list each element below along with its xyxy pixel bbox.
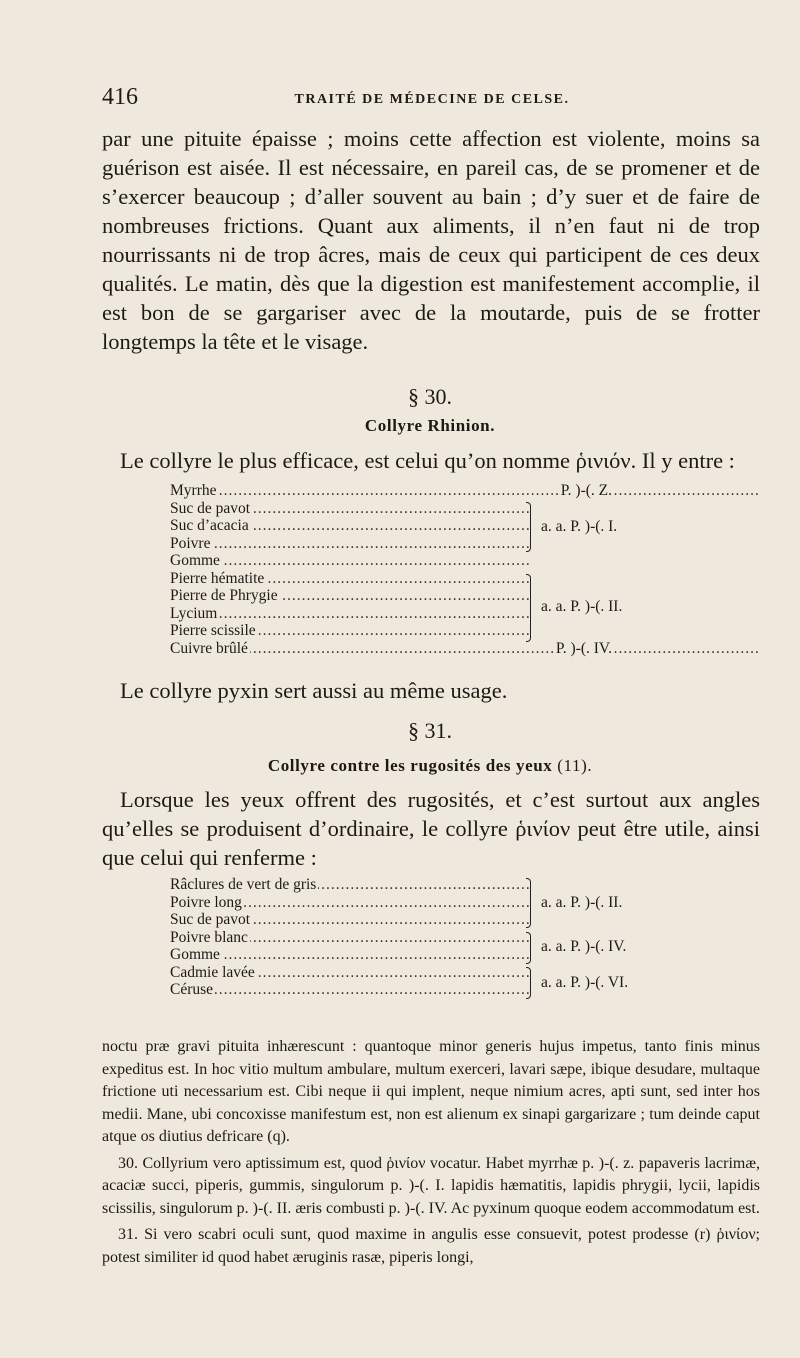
ingredient-suc-acacia: ..... Suc d’acacia [170,517,760,535]
latin-paragraph-31: 31. Si vero scabri oculi sunt, quod maxime in angulis esse consuevit, potest prodesse (r) ῥινίον; potest similiter id quod habet æruginis rasæ, piperis longi, [102,1226,760,1266]
section-30-title: Collyre Rhinion. [364,416,496,435]
latin-text [102,1036,760,1269]
group-1-dose: a. a. P. )-(. II. [541,894,623,911]
ingredient-pierre-hematite: ..... Pierre hématite [170,570,760,588]
latin-paragraph-30: 30. Collyrium vero aptissimum est, quod ῥινίον vocatur. Habet myrrhæ p. )-(. z. papaveris lacrimæ, acaciæ succi, piperis, gummis, singulorum p. )-(. I. lapidis hæmatitis, lapidis phrygii, lycii, lapidis scissilis, singulorum p. )-(. II. æris combusti p. )-(. IV. Ac pyxinum quoque eodem accommodatum est. [102,1154,760,1217]
ingredient-cadmie: ..... Cadmie lavée [170,964,760,982]
ingredient-myrrhe: ..... Myrrhe P. )-(. Z. [170,482,760,500]
section-30-intro: Le collyre le plus efficace, est celui qu’on nomme ῥινιόν. Il y entre : [120,448,735,473]
french-paragraph-1: par une pituite épaisse ; moins cette affection est violente, moins sa guérison est aisée. Il est nécessaire, en pareil cas, de se promener et de s’exercer beaucoup ; d’aller souvent au bain ; d’y suer et de faire de nombreuses frictions. Quant aux aliments, il n’en faut ni de trop nourrissants ni de trop âcres, mais de ceux qui participent de ces deux qualités. Le matin, dès que la digestion est manifestement accomplie, il est bon de se gargariser avec de la moutarde, puis de se frotter longtemps la tête et le visage. [102,126,760,354]
ingredient-poivre-long: ..... Poivre long [170,894,760,912]
ingredient-qty: P. )-(. Z. [558,482,612,500]
section-30-number: § 30. [408,384,452,409]
brace-group-1 [526,878,531,928]
ingredient-poivre: ..... Poivre [170,535,760,553]
running-title: TRAITÉ DE MÉDECINE DE CELSE. [294,92,570,107]
brace-group-1 [526,502,531,552]
ingredient-suc-de-pavot: ..... Suc de pavot [170,911,760,929]
recipe-30 [170,482,760,657]
section-30-after: Le collyre pyxin sert aussi au même usage. [120,678,508,703]
ingredient-ceruse: ..... Céruse [170,981,760,999]
section-31-number: § 31. [408,718,452,743]
ingredient-pierre-phrygie: ..... Pierre de Phrygie [170,587,760,605]
ingredient-qty: P. )-(. IV. [553,640,612,658]
page-header [102,84,762,114]
brace-group-2 [526,932,531,964]
ingredient-gomme: ..... Gomme [170,552,760,570]
section-31-title: Collyre contre les rugosités des yeux (11). [267,756,593,775]
ingredient-poivre-blanc: ..... Poivre blanc [170,929,760,947]
group-2-dose: a. a. P. )-(. IV. [541,938,627,955]
brace-group-2 [526,574,531,642]
ingredient-raclures: ..... Râclures de vert de gris [170,876,760,894]
group-3-dose: a. a. P. )-(. VI. [541,974,629,991]
group-1-dose: a. a. P. )-(. I. [541,518,618,535]
brace-group-3 [526,967,531,999]
ingredient-gomme: ..... Gomme [170,946,760,964]
ingredient-pierre-scissile: ..... Pierre scissile [170,622,760,640]
ingredient-lycium: ..... Lycium [170,605,760,623]
recipe-31 [170,876,760,999]
latin-paragraph-1: noctu præ gravi pituita inhærescunt : quantoque minor generis hujus impetus, tanto finis minus expeditus est. In hoc vitio multum ambulare, multum exerceri, lavari sæpe, ibique desudare, multaque frictione uti necessarium est. Cibi neque ii qui implent, neque nimium acres, apti sunt, sed inter hos medii. Mane, ubi concoxisse manifestum est, non est alienum ex sinapi gargarizare ; tum deinde caput atque os diutius defricare (q). [102,1038,760,1145]
section-31-intro: Lorsque les yeux offrent des rugosités, et c’est surtout aux angles qu’elles se produisent d’ordinaire, le collyre ῥινίον peut être utile, ainsi que celui qui renferme : [102,787,760,870]
ingredient-cuivre-brule: ..... Cuivre brûlé P. )-(. IV. [170,640,760,658]
page-number: 416 [102,84,138,110]
ingredient-suc-de-pavot: ..... Suc de pavot [170,500,760,518]
group-2-dose: a. a. P. )-(. II. [541,598,623,615]
